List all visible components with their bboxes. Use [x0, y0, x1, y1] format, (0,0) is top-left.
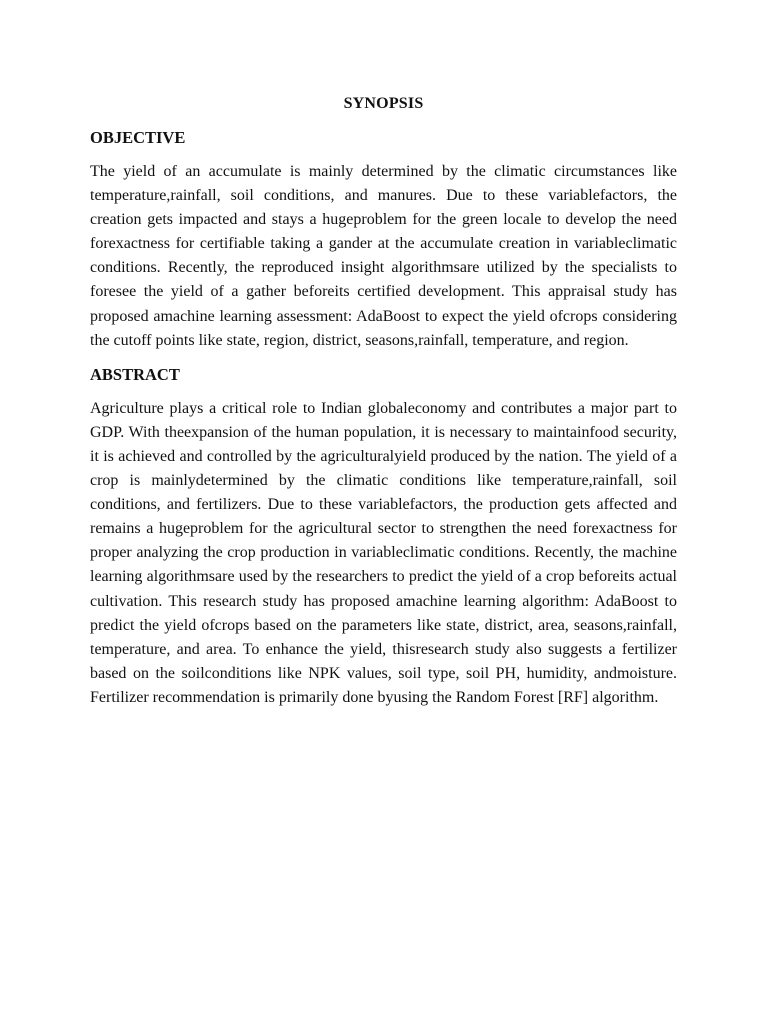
- objective-paragraph: The yield of an accumulate is mainly determined by the climatic circumstances like temperature,rainfall, soil conditions, and manures. Due to these variablefactors, the creation gets impacted and stays a hugeproblem for the green locale to develop the need forexactness for certifiable taking a gander at the accumulate creation in variableclimatic conditions. Recently, the reproduced insight algorithmsare utilized by the specialists to foresee the yield of a gather beforeits certified development. This appraisal study has proposed amachine learning assessment: AdaBoost to expect the yield ofcrops considering the cutoff points like state, region, district, seasons,rainfall, temperature, and region.: [90, 163, 677, 349]
- document-page: [90, 92, 677, 720]
- document-title: SYNOPSIS: [343, 95, 424, 112]
- objective-heading: OBJECTIVE: [90, 128, 186, 147]
- abstract-paragraph: Agriculture plays a critical role to Indian globaleconomy and contributes a major part to GDP. With theexpansion of the human population, it is necessary to maintainfood security, it is achieved and controlled by the agriculturalyield produced by the nation. The yield of a crop is mainlydetermined by the climatic conditions like temperature,rainfall, soil conditions, and fertilizers. Due to these variablefactors, the production gets affected and remains a hugeproblem for the agricultural sector to strengthen the need forexactness for proper analyzing the crop production in variableclimatic conditions. Recently, the machine learning algorithmsare used by the researchers to predict the yield of a crop beforeits actual cultivation. This research study has proposed amachine learning algorithm: AdaBoost to predict the yield ofcrops based on the parameters like state, district, area, seasons,rainfall, temperature, and area. To enhance the yield, thisresearch study also suggests a fertilizer based on the soilconditions like NPK values, soil type, soil PH, humidity, andmoisture. Fertilizer recommendation is primarily done byusing the Random Forest [RF] algorithm.: [90, 399, 677, 706]
- abstract-heading: ABSTRACT: [90, 364, 180, 384]
